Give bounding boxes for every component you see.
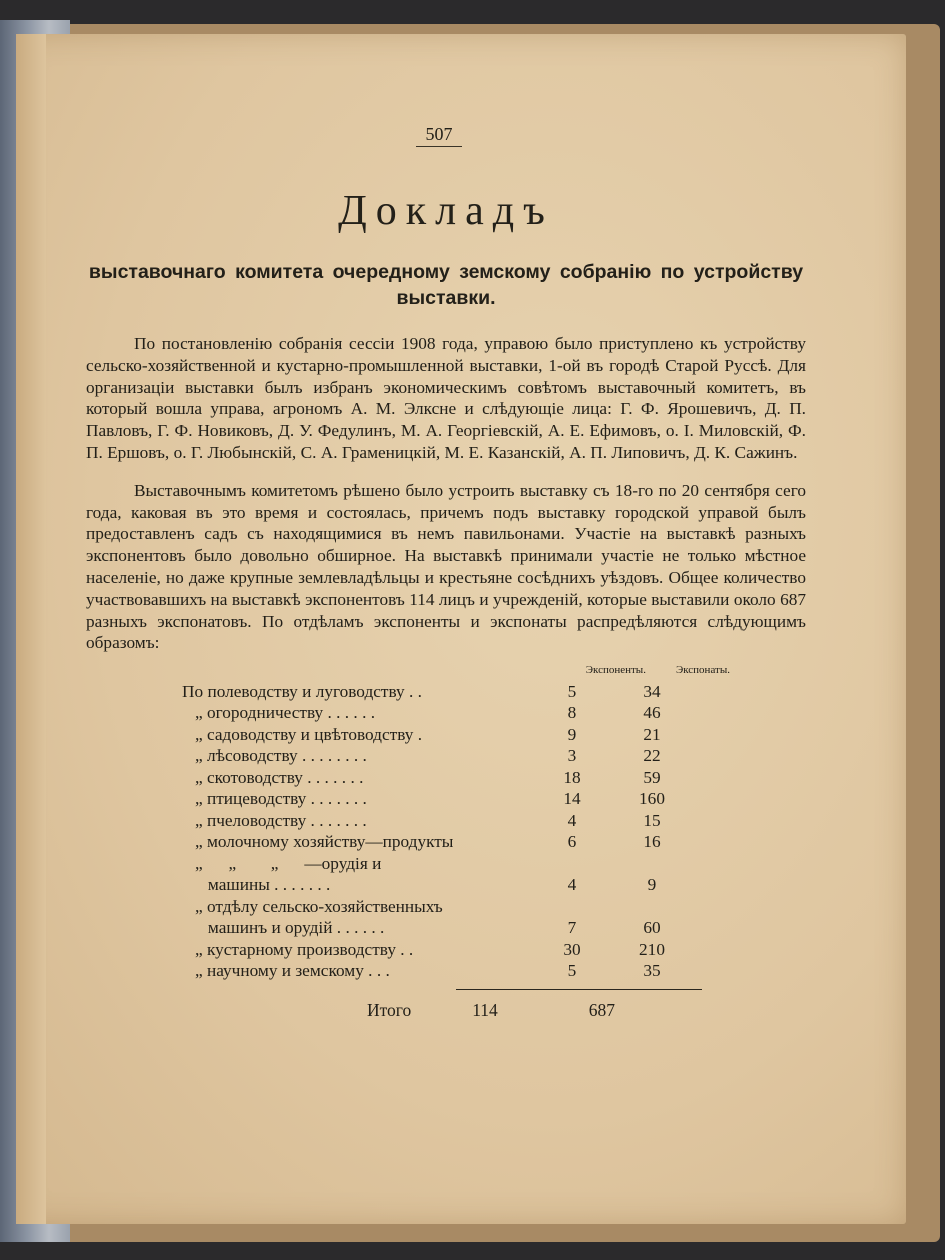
row-exponents: 4 [567, 875, 577, 895]
row-exhibits: 46 [643, 703, 661, 723]
table-row [182, 895, 702, 917]
row-exhibits: 21 [643, 724, 661, 744]
table-row [182, 938, 702, 960]
table-row [182, 852, 702, 874]
row-exponents: 7 [567, 918, 577, 938]
row-exponents: 6 [567, 832, 577, 852]
total-rule [456, 989, 702, 990]
total-label: Итого [367, 1000, 412, 1021]
row-exhibits: 22 [643, 746, 661, 766]
header-exponents: Экспоненты. [585, 664, 646, 677]
page-torn-edge [16, 34, 46, 1224]
row-exhibits: 34 [643, 681, 661, 701]
header-exhibits: Экспонаты. [675, 664, 730, 677]
table-row [182, 874, 702, 896]
table-row [182, 917, 702, 939]
row-exhibits: 210 [639, 939, 665, 959]
document-title: Докладъ [338, 188, 554, 234]
row-exhibits: 59 [643, 767, 661, 787]
row-label: „ „ „ —орудія и [182, 853, 382, 873]
table-row [182, 723, 702, 745]
table-row [182, 809, 702, 831]
row-label: „ садоводству и цвѣтоводству . [182, 724, 423, 744]
row-exhibits: 15 [643, 810, 661, 830]
row-label: „ лѣсоводству . . . . . . . . [182, 746, 367, 766]
paragraph-1: По постановленію собранія сессіи 1908 года, управою было приступлено къ устройству сельско-хозяйственной и кустарно-промышленной выставки, 1-ой въ городѣ Старой Руссѣ. Для организаціи выставки былъ избранъ экономическимъ совѣтомъ выставочный комитетъ, въ который вошла управа, агрономъ А. М. Элксне и слѣдующіе лица: Г. Ф. Ярошевичъ, Д. П. Павловъ, Г. Ф. Новиковъ, Д. У. Федулинъ, М. А. Георгіевскій, А. Е. Ефимовъ, о. І. Миловскій, Ф. П. Ершовъ, о. Г. Любынскій, С. А. Граменицкій, М. Е. Казанскій, А. П. Липовичъ, Д. К. Сажинъ. [86, 334, 806, 462]
row-label: „ кустарному производству . . [182, 939, 414, 959]
table-row [182, 680, 702, 702]
row-exhibits: 160 [639, 789, 665, 809]
table-header [86, 664, 806, 676]
row-exponents: 5 [567, 681, 577, 701]
row-exponents: 9 [567, 724, 577, 744]
row-label: „ огородничеству . . . . . . [182, 703, 376, 723]
row-exponents: 14 [563, 789, 581, 809]
document-content [86, 124, 806, 1021]
table-row [182, 745, 702, 767]
row-exponents: 30 [563, 939, 581, 959]
row-exhibits: 35 [643, 961, 661, 981]
row-exponents: 8 [567, 703, 577, 723]
row-exponents: 18 [563, 767, 581, 787]
table-row [182, 702, 702, 724]
row-label: „ пчеловодству . . . . . . . [182, 810, 367, 830]
page-number: 507 [416, 124, 462, 147]
row-label: машинъ и орудій . . . . . . [182, 918, 385, 938]
exhibit-table [182, 680, 702, 981]
row-label: „ научному и земскому . . . [182, 961, 390, 981]
row-exhibits: 16 [643, 832, 661, 852]
row-exponents: 5 [567, 961, 577, 981]
document-subtitle: выставочнаго комитета очередному земскому собранію по устройству выставки. [88, 261, 804, 309]
total-exponents: 114 [472, 1000, 498, 1021]
row-label: „ скотоводству . . . . . . . [182, 767, 364, 787]
table-row [182, 960, 702, 982]
table-row [182, 788, 702, 810]
row-label: машины . . . . . . . [182, 875, 331, 895]
row-exhibits: 60 [643, 918, 661, 938]
row-exponents: 3 [567, 746, 577, 766]
row-exhibits: 9 [647, 875, 657, 895]
total-exhibits: 687 [588, 1000, 615, 1021]
row-label: По полеводству и луговодству . . [182, 681, 422, 701]
row-label: „ отдѣлу сельско-хозяйственныхъ [182, 896, 443, 916]
paragraph-2: Выставочнымъ комитетомъ рѣшено было устроить выставку съ 18-го по 20 сентября сего года, каковая въ это время и состоялась, причемъ подъ выставку городской управой былъ предоставленъ садъ съ находящимися въ немъ павильонами. Участіе на выставкѣ разныхъ экспонентовъ было довольно обширное. На выставкѣ принимали участіе не только мѣстное населеніе, но даже крупные землевладѣльцы и крестьяне сосѣднихъ уѣздовъ. Общее количество участвовавшихъ на выставкѣ экспонентовъ 114 лицъ и учрежденій, которые выставили около 687 разныхъ экспонатовъ. По отдѣламъ экспоненты и экспонаты распредѣляются слѣдующимъ образомъ: [86, 480, 806, 653]
total-row [367, 1000, 703, 1021]
row-exponents: 4 [567, 810, 577, 830]
table-row [182, 831, 702, 853]
row-label: „ молочному хозяйству—продукты [182, 832, 454, 852]
row-label: „ птицеводству . . . . . . . [182, 789, 367, 809]
table-row [182, 766, 702, 788]
